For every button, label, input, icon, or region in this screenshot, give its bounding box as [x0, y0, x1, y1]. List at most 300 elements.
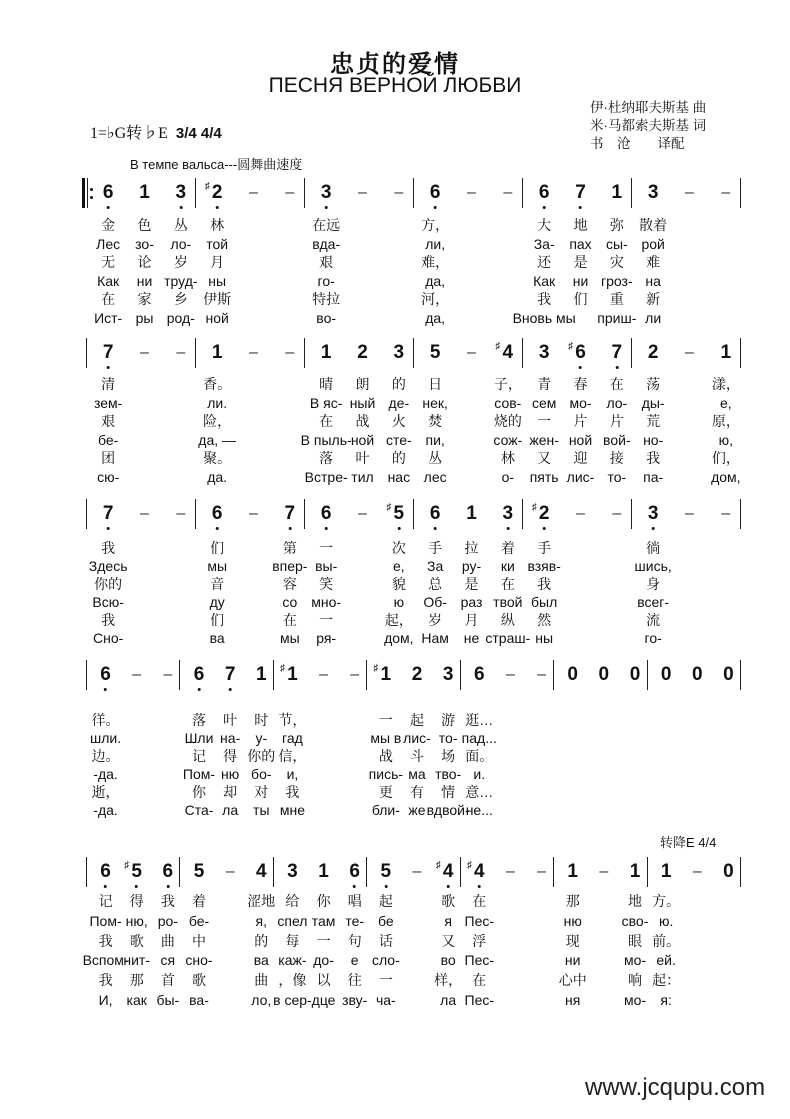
note: [575, 183, 586, 203]
note-digit: –: [576, 505, 585, 522]
note: [103, 183, 114, 203]
lyric-syllable: -да.: [93, 802, 118, 818]
note-digit: 6: [575, 342, 586, 363]
lyric-syllable: 总: [428, 576, 443, 592]
note-extension-dash: [176, 343, 185, 363]
lyric-syllable: 春: [573, 376, 588, 392]
barline: [304, 178, 305, 208]
note-digit: 7: [284, 503, 296, 524]
low-octave-dot-icon: [104, 688, 107, 691]
lyric-syllable: 河，: [421, 291, 450, 308]
note-digit: 1: [466, 503, 477, 524]
note-digit: 6: [100, 861, 111, 882]
low-octave-dot-icon: [288, 527, 291, 530]
lyric-syllable: ча-: [375, 992, 396, 1008]
note-extension-dash: [467, 183, 476, 203]
lyric-syllable: ды-: [641, 394, 665, 411]
note: [661, 862, 672, 882]
barline: [366, 857, 367, 887]
note-extension-dash: [319, 665, 328, 685]
note-digit: 3: [502, 503, 514, 524]
lyric-syllable: жен-: [529, 431, 559, 448]
lyric-syllable: со: [282, 594, 298, 610]
note-digit: 1: [320, 342, 332, 363]
note-digit: –: [685, 184, 694, 201]
sharp-icon: ♯: [204, 181, 210, 192]
lyric-syllable: 逛…: [465, 712, 494, 728]
note: [723, 665, 734, 685]
lyric-syllable: 一: [316, 932, 331, 949]
lyric-syllable: да,: [425, 310, 446, 326]
lyric-syllable: тво-: [435, 766, 462, 782]
note: [256, 665, 267, 685]
lyric-syllable: ，像: [278, 972, 307, 989]
note-digit: 1: [720, 342, 732, 363]
note-digit: –: [412, 863, 422, 880]
note: [100, 665, 111, 685]
lyric-syllable: 重: [609, 291, 624, 308]
low-octave-dot-icon: [325, 527, 328, 530]
lyric-syllable: 林: [210, 217, 225, 233]
lyric-syllable: нит-: [123, 952, 151, 969]
lyric-syllable: 我: [537, 576, 552, 592]
note-digit: 6: [429, 503, 441, 524]
lyric-syllable: е,: [719, 394, 732, 411]
lyric-syllable: Пес-: [464, 912, 495, 929]
note-extension-dash: [226, 862, 235, 882]
note-digit: 1: [139, 182, 150, 203]
lyric-syllable: 中: [192, 932, 206, 949]
lyric-syllable: сю-: [97, 469, 120, 485]
low-octave-dot-icon: [216, 206, 219, 209]
note: [103, 343, 114, 363]
note-digit: 2: [647, 342, 659, 363]
song-title-russian: ПЕСНЯ ВЕРНОЙ ЛЮБВИ: [268, 74, 522, 97]
lyric-syllable: сво-: [621, 912, 649, 929]
note-digit: 4: [442, 861, 454, 882]
note: [661, 665, 672, 685]
lyric-syllable: 漾，: [711, 376, 740, 392]
lyric-syllable: За-: [533, 235, 555, 252]
barline: [740, 499, 741, 529]
note-digit: –: [467, 344, 476, 361]
lyric-syllable: 的: [391, 450, 406, 467]
lyric-syllable: 逝，: [91, 784, 120, 800]
modulation-marking: 转降E 4/4: [660, 835, 717, 850]
note-digit: 0: [723, 664, 734, 685]
tempo-marking: В темпе вальса---圆舞曲速度: [130, 157, 303, 172]
lyric-syllable: 音: [210, 576, 225, 592]
lyric-syllable: Пес-: [464, 952, 495, 969]
lyric-syllable: 方。: [652, 893, 681, 909]
note-digit: –: [358, 505, 367, 522]
note: [100, 862, 111, 882]
song-title-chinese: 忠贞的爱情: [330, 49, 460, 78]
lyric-syllable: приш-: [597, 310, 637, 326]
note-digit: 6: [429, 182, 441, 203]
lyric-syllable: 原，: [711, 413, 740, 430]
lyric-syllable: 身: [646, 576, 661, 592]
lyric-syllable: мы в: [370, 730, 402, 746]
note: [124, 860, 142, 882]
lyric-syllable: 徜: [646, 540, 661, 556]
lyric-syllable: ки: [500, 558, 515, 574]
lyric-syllable: Пом-: [182, 766, 216, 782]
lyric-syllable: сте-: [385, 431, 412, 448]
lyric-syllable: 你的: [94, 576, 123, 592]
lyric-syllable: 片: [609, 413, 624, 430]
lyric-syllable: 特拉: [312, 291, 341, 308]
lyric-syllable: 灾: [609, 254, 624, 271]
lyric-syllable: ни: [136, 272, 153, 289]
note: [225, 665, 236, 685]
note-extension-dash: [693, 862, 702, 882]
note-extension-dash: [249, 504, 258, 524]
note: [321, 183, 332, 203]
lyric-syllable: труд-: [164, 272, 198, 289]
lyric-syllable: 无: [101, 254, 116, 271]
note-extension-dash: [612, 504, 621, 524]
lyric-syllable: мо-: [623, 992, 647, 1008]
barline: [273, 660, 274, 690]
lyric-syllable: той: [206, 235, 229, 252]
barline: [740, 178, 741, 208]
lyric-syllable: лис-: [403, 730, 431, 746]
lyric-syllable: 起: [410, 712, 424, 728]
note-digit: 5: [380, 861, 392, 882]
lyric-syllable: ной: [350, 431, 375, 448]
sharp-icon: ♯: [466, 860, 472, 871]
note-digit: 3: [320, 182, 332, 203]
low-octave-dot-icon: [447, 885, 450, 888]
lyric-syllable: е,: [392, 558, 405, 574]
lyric-syllable: 们: [210, 540, 225, 556]
barline: [413, 178, 414, 208]
low-octave-dot-icon: [197, 688, 200, 691]
lyric-syllable: мы: [207, 558, 227, 574]
note: [466, 504, 477, 524]
lyric-syllable: 清: [101, 376, 116, 392]
lyric-syllable: 新: [646, 291, 661, 308]
note: [256, 862, 267, 882]
lyric-syllable: сно-: [185, 952, 213, 969]
lyric-syllable: бо-: [251, 766, 272, 782]
lyric-syllable: 是: [573, 254, 588, 271]
barline: [522, 178, 523, 208]
barline: [522, 338, 523, 368]
lyric-syllable: 们: [573, 291, 588, 308]
lyric-syllable: 对: [254, 784, 269, 800]
lyric-syllable: ло-: [606, 394, 628, 411]
note: [212, 504, 223, 524]
lyric-syllable: 又: [441, 932, 456, 949]
note: [443, 665, 454, 685]
note-digit: 6: [349, 861, 360, 882]
lyric-syllable: ло-: [170, 235, 192, 252]
note: [194, 665, 205, 685]
barline: [740, 857, 741, 887]
lyric-syllable: 片: [573, 413, 588, 430]
lyric-syllable: и,: [286, 766, 299, 782]
lyric-syllable: вдвой-: [426, 802, 470, 818]
barline: [460, 660, 461, 690]
lyric-syllable: 次: [391, 540, 406, 556]
lyric-syllable: не...: [465, 802, 493, 818]
lyric-syllable: как: [126, 992, 147, 1008]
lyric-syllable: лис-: [566, 469, 595, 485]
note: [568, 341, 586, 363]
note: [723, 862, 734, 882]
lyric-syllable: ю,: [718, 431, 734, 448]
note-digit: 6: [193, 664, 205, 685]
lyric-syllable: 战: [378, 748, 393, 764]
lyric-syllable: пись-: [368, 766, 404, 782]
note-digit: 5: [429, 342, 441, 363]
note-extension-dash: [140, 343, 149, 363]
lyric-syllable: впер-: [272, 558, 308, 574]
lyric-syllable: ный: [349, 394, 376, 411]
lyric-syllable: 唱: [347, 893, 362, 909]
note-digit: –: [140, 344, 149, 361]
note-digit: –: [249, 505, 258, 522]
lyric-syllable: 起: [378, 893, 393, 909]
lyric-syllable: ся: [160, 952, 176, 969]
lyric-syllable: 丛: [428, 450, 443, 467]
note-digit: –: [358, 184, 367, 201]
note: [435, 860, 454, 882]
lyric-syllable: 还: [537, 254, 552, 271]
lyric-syllable: 着: [192, 893, 206, 909]
note-digit: –: [394, 184, 404, 201]
lyric-syllable: ни: [572, 272, 589, 289]
lyric-syllable: мо-: [623, 952, 647, 969]
note-digit: 1: [660, 861, 672, 882]
note: [430, 343, 441, 363]
lyric-syllable: гад: [282, 730, 303, 746]
lyric-syllable: род-: [166, 310, 195, 326]
note-extension-dash: [685, 504, 694, 524]
lyric-syllable: 险，: [203, 413, 232, 430]
lyric-syllable: 伊斯: [203, 291, 232, 308]
lyric-syllable: 大: [537, 217, 552, 233]
lyric-syllable: 一: [378, 712, 393, 728]
lyric-syllable: 们: [210, 612, 225, 628]
watermark: www.jcqupu.com: [585, 1074, 766, 1101]
note-digit: 2: [411, 664, 423, 685]
lyric-syllable: 在: [101, 291, 116, 308]
note-digit: 6: [473, 664, 485, 685]
lyric-syllable: да, —: [198, 431, 237, 448]
note-digit: –: [537, 863, 547, 880]
lyric-syllable: ты: [253, 802, 270, 818]
low-octave-dot-icon: [104, 885, 107, 888]
lyric-syllable: 地: [573, 217, 588, 233]
lyric-syllable: 浮: [472, 932, 487, 949]
lyric-syllable: ны: [535, 630, 554, 646]
note-digit: 0: [660, 664, 672, 685]
note-digit: 2: [211, 182, 223, 203]
lyric-syllable: 金: [101, 217, 116, 233]
note-extension-dash: [721, 504, 730, 524]
note-digit: 1: [629, 861, 641, 882]
note-extension-dash: [285, 343, 294, 363]
lyric-syllable: 起，: [384, 612, 413, 628]
note-digit: 1: [567, 861, 578, 882]
lyric-syllable: 色: [137, 217, 152, 233]
lyric-syllable: 方，: [421, 217, 450, 233]
lyric-syllable: 更: [378, 784, 393, 800]
barline: [740, 338, 741, 368]
lyric-syllable: Пес-: [464, 992, 495, 1008]
note: [285, 504, 296, 524]
lyric-syllable: Всю-: [92, 594, 124, 610]
barline: [179, 660, 180, 690]
lyric-syllable: За: [427, 558, 444, 574]
lyric-syllable: лес: [423, 469, 447, 485]
note: [204, 181, 223, 203]
lyric-syllable: 是: [464, 576, 479, 592]
barline: [195, 338, 196, 368]
note-extension-dash: [358, 183, 367, 203]
note-digit: –: [721, 184, 731, 201]
lyric-syllable: 乡: [173, 291, 188, 308]
barline: [413, 499, 414, 529]
note-digit: 6: [211, 503, 223, 524]
low-octave-dot-icon: [579, 206, 582, 209]
low-octave-dot-icon: [384, 885, 387, 888]
lyric-syllable: Как: [533, 272, 556, 289]
lyric-syllable: ла: [440, 992, 457, 1008]
lyric-syllable: 你: [316, 893, 331, 909]
note-digit: –: [612, 505, 622, 522]
lyric-syllable: 信，: [278, 748, 307, 764]
lyric-syllable: гроз-: [601, 272, 633, 289]
lyric-syllable: Об-: [423, 594, 447, 610]
lyric-syllable: в сер-: [273, 992, 312, 1008]
lyric-syllable: 貌: [391, 576, 406, 592]
note-digit: –: [599, 863, 609, 880]
lyric-syllable: Нам: [421, 630, 449, 646]
note-extension-dash: [685, 343, 694, 363]
lyric-syllable: 情: [441, 784, 456, 800]
note: [321, 343, 332, 363]
note-digit: 6: [538, 182, 550, 203]
lyric-syllable: 一: [378, 972, 393, 989]
note-extension-dash: [721, 183, 730, 203]
lyric-syllable: сож-: [493, 431, 523, 448]
barline: [86, 660, 87, 690]
note-digit: 5: [393, 503, 405, 524]
lyric-syllable: 香。: [203, 376, 232, 392]
note-digit: 0: [598, 664, 610, 685]
barline: [304, 499, 305, 529]
lyric-syllable: ню: [221, 766, 240, 782]
lyric-syllable: 我: [646, 450, 661, 467]
lyric-syllable: ей.: [656, 952, 676, 969]
low-octave-dot-icon: [543, 527, 546, 530]
lyric-syllable: 徉。: [91, 712, 120, 728]
lyric-syllable: зо-: [135, 235, 154, 252]
note: [430, 504, 441, 524]
lyric-syllable: на: [645, 272, 661, 289]
lyric-syllable: ро-: [157, 912, 178, 929]
note-digit: 4: [473, 861, 485, 882]
lyric-syllable: 岁: [428, 612, 443, 628]
lyric-syllable: 在: [472, 893, 487, 909]
barline: [179, 857, 180, 887]
lyric-syllable: 我: [98, 932, 113, 949]
note-digit: –: [319, 666, 329, 683]
lyric-syllable: 聚。: [203, 450, 232, 467]
lyric-syllable: да,: [425, 272, 446, 289]
lyric-syllable: Вновь мы: [512, 310, 576, 326]
lyric-syllable: сло-: [371, 952, 400, 969]
barline: [553, 857, 554, 887]
lyric-syllable: ню,: [125, 912, 148, 929]
lyric-syllable: но-: [643, 431, 664, 448]
low-octave-dot-icon: [107, 366, 110, 369]
barline: [460, 857, 461, 887]
lyric-syllable: Ста-: [184, 802, 214, 818]
repeat-start-barline: [82, 178, 85, 208]
lyric-syllable: 散着: [639, 217, 668, 233]
barline: [273, 857, 274, 887]
note-digit: –: [505, 863, 515, 880]
sharp-icon: ♯: [568, 341, 574, 352]
low-octave-dot-icon: [397, 527, 400, 530]
lyric-syllable: 在: [319, 413, 334, 430]
lyric-syllable: 丛: [173, 217, 188, 233]
note: [430, 183, 441, 203]
lyric-syllable: ла: [222, 802, 239, 818]
note: [194, 862, 205, 882]
lyric-syllable: 荡: [646, 376, 661, 392]
note: [280, 663, 298, 685]
barline: [647, 857, 648, 887]
lyric-syllable: шись,: [634, 558, 672, 574]
note-extension-dash: [506, 862, 515, 882]
note-extension-dash: [358, 504, 367, 524]
lyric-syllable: 在: [472, 972, 487, 989]
lyric-syllable: 时: [254, 712, 269, 728]
barline: [304, 338, 305, 368]
lyric-syllable: 的: [254, 932, 269, 949]
lyric-syllable: 斗: [410, 748, 424, 764]
lyric-syllable: 记: [192, 748, 206, 764]
lyric-syllable: ли.: [207, 394, 228, 411]
note: [539, 343, 550, 363]
lyric-syllable: каж-: [278, 952, 307, 969]
lyric-syllable: я:: [660, 992, 672, 1008]
lyric-syllable: 给: [285, 893, 300, 909]
lyric-syllable: ю: [393, 594, 405, 610]
note-digit: 3: [538, 342, 550, 363]
lyric-syllable: пах: [569, 235, 592, 252]
note-digit: 6: [100, 664, 111, 685]
lyric-syllable: 曲: [160, 932, 175, 949]
lyric-syllable: 容: [282, 576, 297, 592]
low-octave-dot-icon: [107, 206, 110, 209]
sharp-icon: ♯: [531, 502, 537, 513]
barline: [740, 660, 741, 690]
lyric-syllable: 样，: [434, 972, 463, 989]
note: [321, 504, 332, 524]
lyric-syllable: 却: [223, 784, 238, 800]
lyric-syllable: ной: [205, 310, 229, 326]
lyric-syllable: го-: [644, 630, 662, 646]
barline: [522, 499, 523, 529]
lyric-syllable: 心中: [558, 972, 587, 989]
